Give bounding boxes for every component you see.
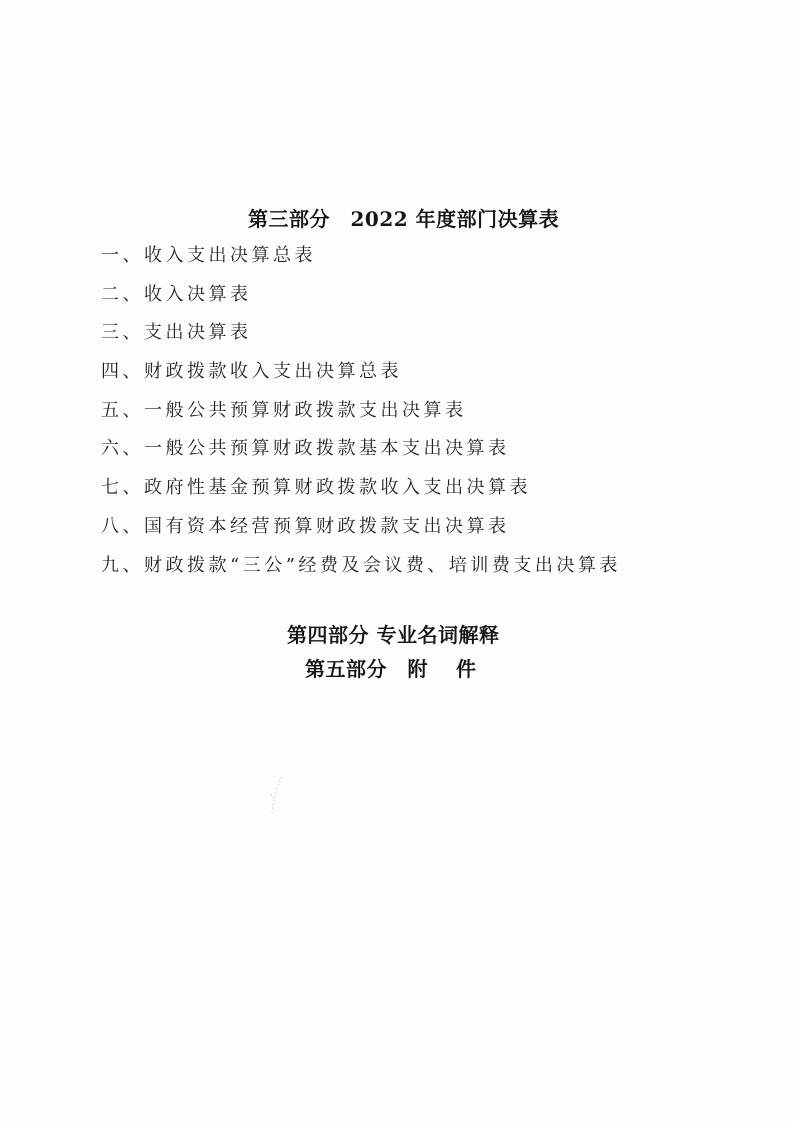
item-title: 收入决算表 xyxy=(144,283,252,305)
item-title: 一般公共预算财政拨款支出决算表 xyxy=(144,399,467,421)
item-title: 国有资本经营预算财政拨款支出决算表 xyxy=(144,515,510,537)
item-number: 四 xyxy=(101,361,123,383)
part5-heading: 第五部分 附 件 xyxy=(305,657,477,681)
list-item xyxy=(101,359,621,398)
table-list xyxy=(101,243,621,591)
item-title: 财政拨款“三公”经费及会议费、培训费支出决算表 xyxy=(144,554,621,576)
item-title: 财政拨款收入支出决算总表 xyxy=(144,361,402,383)
list-item xyxy=(101,243,621,282)
item-title: 一般公共预算财政拨款基本支出决算表 xyxy=(144,438,510,460)
item-number: 七 xyxy=(101,477,123,499)
item-number: 二 xyxy=(101,283,123,305)
list-item xyxy=(101,398,621,437)
item-separator: 、 xyxy=(122,477,144,499)
item-separator: 、 xyxy=(122,245,144,266)
item-number: 一 xyxy=(101,245,123,266)
part4-heading: 第四部分 专业名词解释 xyxy=(287,623,500,647)
list-item xyxy=(101,282,621,321)
list-item xyxy=(101,553,621,592)
item-number: 六 xyxy=(101,438,123,460)
item-number: 九 xyxy=(101,554,123,576)
item-title: 支出决算表 xyxy=(144,322,252,344)
item-separator: 、 xyxy=(122,361,144,383)
item-separator: 、 xyxy=(122,438,144,460)
list-item xyxy=(101,514,621,553)
item-separator: 、 xyxy=(122,399,144,421)
item-number: 三 xyxy=(101,322,123,344)
item-title: 收入支出决算总表 xyxy=(144,245,316,266)
part3-heading: 第三部分 2022 年度部门决算表 xyxy=(248,207,560,231)
item-separator: 、 xyxy=(122,554,144,576)
list-item xyxy=(101,475,621,514)
list-item xyxy=(101,320,621,359)
item-number: 八 xyxy=(101,515,123,537)
item-separator: 、 xyxy=(122,322,144,344)
scan-speck xyxy=(268,775,288,815)
item-number: 五 xyxy=(101,399,123,421)
item-separator: 、 xyxy=(122,515,144,537)
item-title: 政府性基金预算财政拨款收入支出决算表 xyxy=(144,477,531,499)
item-separator: 、 xyxy=(122,283,144,305)
list-item xyxy=(101,436,621,475)
